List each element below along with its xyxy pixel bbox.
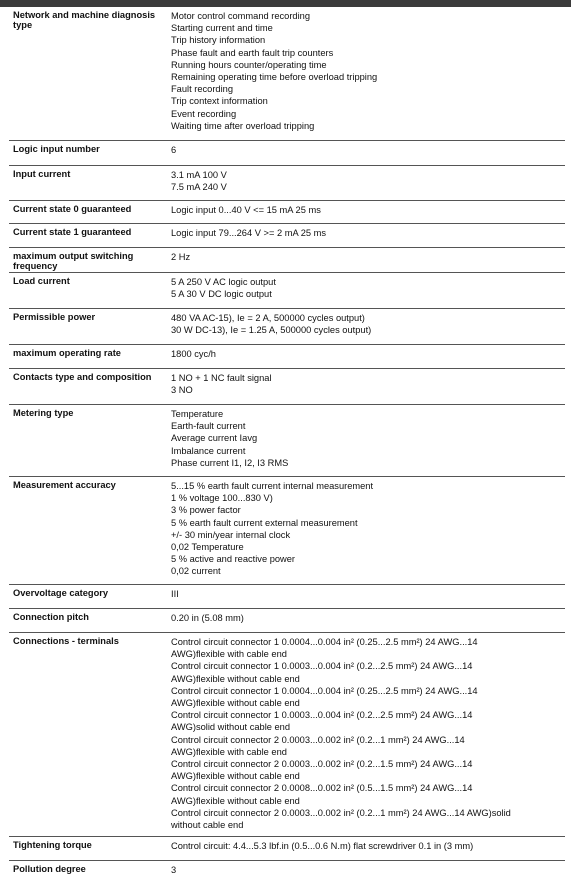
- spec-label: Overvoltage category: [13, 588, 109, 598]
- spec-row: [9, 405, 565, 477]
- spec-value: 0,02 current: [171, 566, 221, 577]
- spec-value: AWG)flexible with cable end: [171, 649, 287, 660]
- spec-values: [171, 309, 565, 344]
- spec-value: Control circuit: 4.4...5.3 lbf.in (0.5...0.6 N.m) flat screwdriver 0.1 in (3 mm): [171, 841, 474, 851]
- spec-value: AWG)flexible without cable end: [171, 673, 300, 684]
- spec-row: [9, 7, 565, 141]
- spec-value: AWG)flexible with cable end: [171, 746, 287, 757]
- spec-label: Tightening torque: [13, 840, 92, 850]
- spec-value: 3 % power factor: [171, 505, 241, 516]
- spec-label: Logic input number: [13, 144, 100, 154]
- spec-values: [171, 609, 565, 632]
- spec-row: [9, 477, 565, 585]
- spec-row: [9, 141, 565, 166]
- spec-row: [9, 585, 565, 609]
- spec-values: [171, 405, 565, 476]
- spec-row: [9, 837, 565, 861]
- spec-label: Connection pitch: [13, 612, 89, 622]
- spec-value: Control circuit connector 2 0.0003...0.002 in² (0.2...1.5 mm²) 24 AWG...14: [171, 759, 473, 770]
- spec-value: Control circuit connector 1 0.0004...0.004 in² (0.25...2.5 mm²) 24 AWG...14: [171, 637, 478, 647]
- spec-value: Temperature: [171, 409, 224, 419]
- spec-label: maximum operating rate: [13, 348, 121, 358]
- spec-value: 480 VA AC-15), Ie = 2 A, 500000 cycles output): [171, 313, 365, 323]
- spec-value: 0.20 in (5.08 mm): [171, 613, 244, 623]
- spec-label: Metering type: [13, 408, 74, 418]
- spec-label: Pollution degree: [13, 864, 86, 874]
- spec-row: [9, 309, 565, 345]
- spec-values: [171, 861, 565, 885]
- spec-row: [9, 224, 565, 248]
- spec-values: [171, 273, 565, 308]
- spec-row: [9, 248, 565, 273]
- spec-value: AWG)flexible without cable end: [171, 795, 300, 806]
- spec-row: [9, 273, 565, 309]
- spec-value: Waiting time after overload tripping: [171, 120, 315, 131]
- spec-value: Motor control command recording: [171, 11, 310, 21]
- spec-value: Control circuit connector 2 0.0008...0.002 in² (0.5...1.5 mm²) 24 AWG...14: [171, 783, 473, 794]
- spec-value: 30 W DC-13), Ie = 1.25 A, 500000 cycles output): [171, 325, 372, 336]
- spec-label: Contacts type and composition: [13, 372, 152, 382]
- spec-row: [9, 369, 565, 405]
- spec-values: [171, 633, 565, 836]
- spec-values: [171, 224, 565, 247]
- spec-value: Event recording: [171, 108, 237, 119]
- spec-label: Permissible power: [13, 312, 96, 322]
- spec-values: [171, 201, 565, 223]
- spec-values: [171, 837, 565, 860]
- spec-value: Trip history information: [171, 35, 266, 46]
- spec-value: 1 NO + 1 NC fault signal: [171, 373, 272, 383]
- spec-value: Starting current and time: [171, 23, 273, 34]
- spec-table: [0, 7, 565, 885]
- spec-value: Phase current I1, I2, I3 RMS: [171, 457, 289, 468]
- spec-value: 5 % earth fault current external measurement: [171, 517, 358, 528]
- spec-value: 5...15 % earth fault current internal measurement: [171, 481, 374, 491]
- spec-value: Fault recording: [171, 84, 234, 95]
- spec-row: [9, 201, 565, 224]
- spec-value: without cable end: [171, 820, 244, 831]
- top-bar: [0, 0, 571, 7]
- spec-value: AWG)flexible without cable end: [171, 698, 300, 709]
- spec-values: [171, 477, 565, 584]
- spec-value: Earth-fault current: [171, 421, 246, 432]
- spec-value: 5 A 30 V DC logic output: [171, 289, 272, 300]
- spec-row: [9, 166, 565, 201]
- spec-value: +/- 30 min/year internal clock: [171, 529, 291, 540]
- spec-value: 6: [171, 145, 177, 155]
- spec-label: Network and machine diagnosis type: [13, 10, 156, 31]
- spec-row: [9, 609, 565, 633]
- spec-value: Control circuit connector 2 0.0003...0.002 in² (0.2...1 mm²) 24 AWG...14 AWG)solid: [171, 807, 511, 818]
- spec-value: 3: [171, 865, 177, 875]
- spec-row: [9, 861, 565, 885]
- spec-values: [171, 7, 565, 140]
- spec-value: Control circuit connector 2 0.0003...0.002 in² (0.2...1 mm²) 24 AWG...14: [171, 734, 465, 745]
- spec-label: Input current: [13, 169, 71, 179]
- spec-label: maximum output switching frequency: [13, 251, 134, 272]
- spec-values: [171, 345, 565, 368]
- spec-value: Control circuit connector 1 0.0003...0.004 in² (0.2...2.5 mm²) 24 AWG...14: [171, 710, 473, 721]
- spec-label: Current state 1 guaranteed: [13, 227, 132, 237]
- spec-value: 0,02 Temperature: [171, 542, 244, 553]
- spec-value: Average current Iavg: [171, 433, 258, 444]
- spec-value: Trip context information: [171, 96, 268, 107]
- spec-values: [171, 585, 565, 608]
- spec-value: Control circuit connector 1 0.0004...0.004 in² (0.25...2.5 mm²) 24 AWG...14: [171, 685, 478, 696]
- spec-value: 5 A 250 V AC logic output: [171, 277, 276, 287]
- spec-values: [171, 369, 565, 404]
- spec-value: 1800 cyc/h: [171, 349, 216, 359]
- spec-value: 3 NO: [171, 385, 193, 396]
- spec-value: Imbalance current: [171, 445, 246, 456]
- spec-value: AWG)flexible without cable end: [171, 771, 300, 782]
- spec-label: Measurement accuracy: [13, 480, 116, 490]
- spec-values: [171, 141, 565, 165]
- spec-values: [171, 248, 565, 272]
- spec-value: III: [171, 589, 179, 599]
- spec-value: Logic input 79...264 V >= 2 mA 25 ms: [171, 228, 327, 238]
- spec-value: 5 % active and reactive power: [171, 554, 296, 565]
- spec-value: AWG)solid without cable end: [171, 722, 291, 733]
- spec-value: 1 % voltage 100...830 V): [171, 493, 273, 504]
- spec-value: Control circuit connector 1 0.0003...0.004 in² (0.2...2.5 mm²) 24 AWG...14: [171, 661, 473, 672]
- spec-value: Phase fault and earth fault trip counters: [171, 47, 334, 58]
- spec-value: Remaining operating time before overload tripping: [171, 72, 378, 83]
- spec-value: 2 Hz: [171, 252, 191, 262]
- spec-row: [9, 633, 565, 837]
- spec-values: [171, 166, 565, 200]
- spec-row: [9, 345, 565, 369]
- spec-value: Logic input 0...40 V <= 15 mA 25 ms: [171, 205, 321, 215]
- spec-value: 3.1 mA 100 V: [171, 170, 227, 180]
- spec-value: Running hours counter/operating time: [171, 59, 327, 70]
- spec-label: Current state 0 guaranteed: [13, 204, 132, 214]
- spec-label: Connections - terminals: [13, 636, 119, 646]
- spec-value: 7.5 mA 240 V: [171, 182, 227, 193]
- spec-label: Load current: [13, 276, 70, 286]
